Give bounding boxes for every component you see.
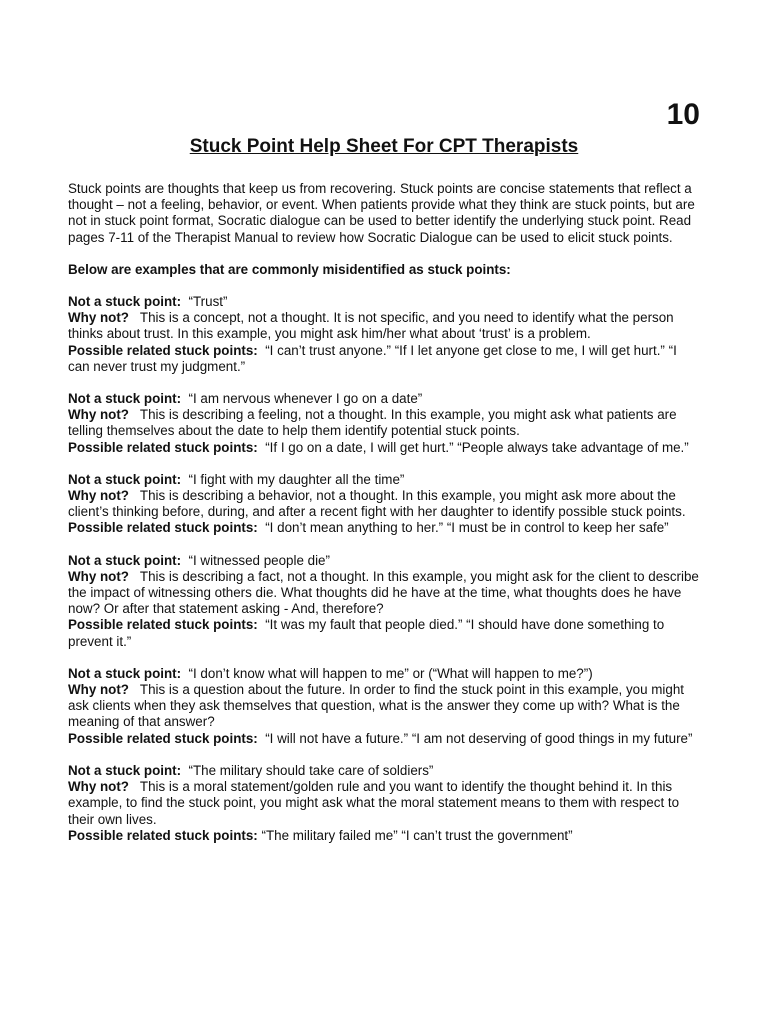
why-not-text: This is a moral statement/golden rule and you want to identify the thought behind it. In this example, to find the stuck point, you might ask what the moral statement means to them with respect to their own lives. <box>68 779 680 827</box>
possible-line <box>68 343 702 375</box>
example-6 <box>68 763 702 844</box>
possible-label: Possible related stuck points: <box>68 730 258 746</box>
why-not-label: Why not? <box>68 779 129 795</box>
not-stuck-point-line <box>68 472 702 488</box>
possible-text: “I can’t trust anyone.” “If I let anyone get close to me, I will get hurt.” “I can never trust my judgment.” <box>68 342 677 374</box>
example-2 <box>68 391 702 456</box>
not-stuck-text: “I fight with my daughter all the time” <box>188 471 405 487</box>
not-stuck-label: Not a stuck point: <box>68 762 182 778</box>
why-not-text: This is describing a feeling, not a thought. In this example, you might ask what patients are telling themselves about the date to help them identify potential stuck points. <box>68 407 677 439</box>
example-4 <box>68 553 702 650</box>
why-not-line <box>68 407 702 439</box>
not-stuck-text: “I witnessed people die” <box>188 552 330 568</box>
why-not-line <box>68 569 702 618</box>
why-not-label: Why not? <box>68 310 129 326</box>
not-stuck-text: “The military should take care of soldiers” <box>188 762 434 778</box>
possible-text: “It was my fault that people died.” “I should have done something to prevent it.” <box>68 617 665 649</box>
example-5 <box>68 666 702 747</box>
not-stuck-point-line <box>68 553 702 569</box>
possible-line <box>68 731 702 747</box>
why-not-label: Why not? <box>68 682 129 698</box>
not-stuck-text: “I don’t know what will happen to me” or (“What will happen to me?”) <box>188 665 593 681</box>
not-stuck-label: Not a stuck point: <box>68 391 182 407</box>
why-not-text: This is describing a behavior, not a thought. In this example, you might ask more about the client’s thinking before, during, and after a recent fight with her daughter to identify possible stuck points. <box>68 488 686 520</box>
not-stuck-text: “I am nervous whenever I go on a date” <box>188 391 423 407</box>
possible-text: “The military failed me” “I can’t trust the government” <box>261 827 573 843</box>
page-number: 10 <box>666 98 700 131</box>
possible-text: “If I go on a date, I will get hurt.” “People always take advantage of me.” <box>265 439 689 455</box>
why-not-text: This is a question about the future. In order to find the stuck point in this example, you might ask clients when they ask themselves that question, what is the answer they come up with? What is the meaning of that answer? <box>68 682 685 730</box>
why-not-line <box>68 488 702 520</box>
why-not-line <box>68 779 702 828</box>
not-stuck-point-line <box>68 763 702 779</box>
possible-line <box>68 828 702 844</box>
possible-label: Possible related stuck points: <box>68 827 258 843</box>
intro-paragraph: Stuck points are thoughts that keep us from recovering. Stuck points are concise statements that reflect a thought – not a feeling, behavior, or event. When patients provide what they think are stuck points, but are not in stuck point format, Socratic dialogue can be used to better identify the underlying stuck point. Read pages 7-11 of the Therapist Manual to review how Socratic Dialogue can be used to elicit stuck points. <box>68 181 695 245</box>
example-3 <box>68 472 702 537</box>
not-stuck-text: “Trust” <box>188 294 228 310</box>
why-not-text: This is a concept, not a thought. It is not specific, and you need to identify what the person thinks about trust. In this example, you might ask him/her what about ‘trust’ is a problem. <box>68 310 674 342</box>
possible-label: Possible related stuck points: <box>68 342 258 358</box>
not-stuck-label: Not a stuck point: <box>68 665 182 681</box>
possible-label: Possible related stuck points: <box>68 439 258 455</box>
why-not-label: Why not? <box>68 568 129 584</box>
section-heading: Below are examples that are commonly misidentified as stuck points: <box>68 261 511 277</box>
not-stuck-point-line <box>68 391 702 407</box>
possible-line <box>68 520 702 536</box>
not-stuck-point-line <box>68 294 702 310</box>
possible-label: Possible related stuck points: <box>68 520 258 536</box>
possible-label: Possible related stuck points: <box>68 617 258 633</box>
possible-line <box>68 440 702 456</box>
not-stuck-label: Not a stuck point: <box>68 294 182 310</box>
document-body <box>68 181 702 860</box>
why-not-label: Why not? <box>68 488 129 504</box>
not-stuck-label: Not a stuck point: <box>68 552 182 568</box>
page-title: Stuck Point Help Sheet For CPT Therapists <box>189 136 579 157</box>
possible-text: “I don’t mean anything to her.” “I must be in control to keep her safe” <box>265 520 669 536</box>
possible-text: “I will not have a future.” “I am not deserving of good things in my future” <box>265 730 693 746</box>
possible-line <box>68 617 702 649</box>
why-not-line <box>68 682 702 731</box>
why-not-label: Why not? <box>68 407 129 423</box>
why-not-text: This is describing a fact, not a thought. In this example, you might ask for the client to describe the impact of witnessing others die. What thoughts did he have at the time, what thoughts does he have now? Or after that statement asking - And, therefore? <box>68 568 699 617</box>
not-stuck-label: Not a stuck point: <box>68 471 182 487</box>
not-stuck-point-line <box>68 666 702 682</box>
example-1 <box>68 294 702 375</box>
why-not-line <box>68 310 702 342</box>
